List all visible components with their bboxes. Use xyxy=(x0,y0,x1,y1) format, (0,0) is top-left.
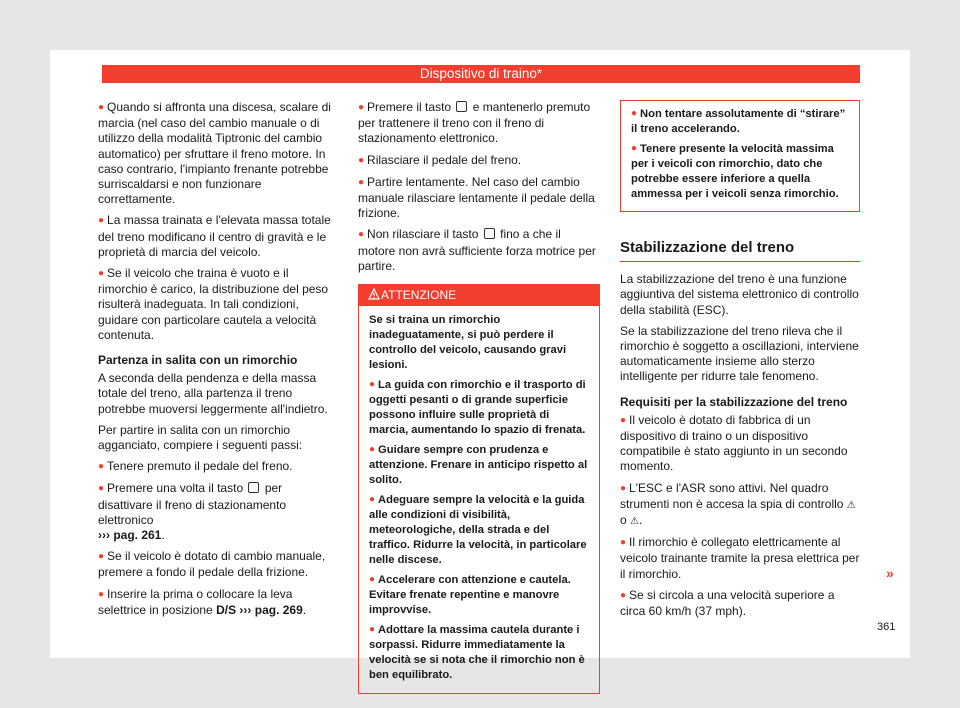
parking-brake-button-icon xyxy=(484,228,495,239)
paragraph: La stabilizzazione del treno è una funzione aggiuntiva del sistema elettronico di controllo della stabilità (ESC). xyxy=(620,272,859,317)
bullet-mass: ● La massa trainata e l'elevata massa totale del treno modificano il centro di gravità e le proprietà di marcia del veicolo. xyxy=(98,213,331,259)
paragraph: Se la stabilizzazione del treno rileva che il rimorchio è soggetto a oscillazioni, interviene automaticamente insieme allo sterzo intelligente per ridurre tale fenomeno. xyxy=(620,323,859,384)
warning-body xyxy=(621,101,859,211)
bullet-icon: ● xyxy=(369,624,376,636)
section-title: Stabilizzazione del treno xyxy=(620,240,860,262)
step: ● Tenere premuto il pedale del freno. xyxy=(98,459,293,474)
bullet-icon: ● xyxy=(98,461,105,473)
bullet-icon: ● xyxy=(369,494,376,506)
step: ● Premere una volta il tasto per disattivare il freno di stazionamento elettronico ››› pag. 261. xyxy=(98,481,287,543)
warning-item: ● Guidare sempre con prudenza e attenzione. Frenare in anticipo rispetto al solito. xyxy=(369,444,588,487)
bullet-icon: ● xyxy=(369,379,376,391)
requirement-item: ● Il veicolo è dotato di fabbrica di un dispositivo di traino o un dispositivo compatibile è stato aggiunto in un secondo momento. xyxy=(620,412,848,474)
step: ● Rilasciare il pedale del freno. xyxy=(358,152,522,167)
step: ● Partire lentamente. Nel caso del cambio manuale rilasciare lentamente il pedale della frizione. xyxy=(358,174,595,221)
bullet-icon: ● xyxy=(631,143,638,154)
parking-brake-button-icon xyxy=(248,482,259,493)
requirement-item: ● Il rimorchio è collegato elettricamente al veicolo trainante tramite la presa elettrica per il rimorchio. xyxy=(620,535,860,581)
warning-item: ● Adeguare sempre la velocità e la guida alle condizioni di visibilità, meteorologiche, della strada e del traffico. Ridurre la velocità, in particolare nelle discese. xyxy=(369,494,587,567)
warning-header xyxy=(359,285,599,306)
esc-warning-lamp-icon: ⚠ xyxy=(846,499,856,511)
warning-body xyxy=(359,306,599,693)
bullet-icon: ● xyxy=(98,215,105,227)
warning-title: ATTENZIONE xyxy=(381,288,457,303)
bullet-icon: ● xyxy=(358,102,365,113)
page-number: 361 xyxy=(877,621,896,633)
bullet-icon: ● xyxy=(358,154,365,166)
page-reference-link[interactable]: D/S ››› pag. 269 xyxy=(216,602,303,617)
page-reference-link[interactable]: ››› pag. 261 xyxy=(98,528,162,543)
column-right xyxy=(620,100,860,625)
bullet-icon: ● xyxy=(620,414,627,426)
warning-item: ● Tenere presente la velocità massima per i veicoli con rimorchio, dato che potrebbe essere inferiore a quella ammessa per i veicoli senza rimorchio. xyxy=(631,143,839,200)
warning-item: ● La guida con rimorchio e il trasporto di oggetti pesanti o di grande superficie possono influire sulle proprietà di marcia, aumentando lo spazio di frenata. xyxy=(369,379,586,437)
paragraph: Per partire in salita con un rimorchio agganciato, compiere i seguenti passi: xyxy=(98,422,303,453)
bullet-icon: ● xyxy=(98,551,105,563)
bullet-icon: ● xyxy=(358,229,365,241)
bullet-icon: ● xyxy=(369,444,376,456)
paragraph: A seconda della pendenza e della massa totale del treno, alla partenza il treno potrebbe muoversi leggermente all'indietro. xyxy=(98,371,328,416)
parking-brake-button-icon xyxy=(456,101,467,112)
subheading-hill-start: Partenza in salita con un rimorchio xyxy=(98,353,298,368)
warning-text: Se si traina un rimorchio inadeguatamente, si può perdere il controllo del veicolo, causando gravi lesioni. xyxy=(369,314,567,372)
warning-box xyxy=(358,284,600,694)
subheading-requirements: Requisiti per la stabilizzazione del treno xyxy=(620,394,848,409)
continue-arrow: » xyxy=(886,565,894,581)
column-left xyxy=(98,100,340,624)
step: ● Inserire la prima o collocare la leva selettrice in posizione D/S ››› pag. 269. xyxy=(98,586,307,617)
esc-off-lamp-icon: ⚠ xyxy=(630,516,639,528)
bullet-icon: ● xyxy=(620,589,627,601)
bullet-icon: ● xyxy=(98,268,105,280)
bullet-icon: ● xyxy=(98,483,105,495)
bullet-downhill: ● Quando si affronta una discesa, scalare di marcia (nel caso del cambio manuale o di utilizzo della modalità Tiptronic del cambio automatico) per sfruttare il freno motore. In caso contrario, l'impianto frenante potrebbe surriscaldarsi e non funzionare correttamente. xyxy=(98,100,331,207)
warning-item: ● Adottare la massima cautela durante i sorpassi. Ridurre immediatamente la velocità se si nota che il rimorchio non è ben equilibrato. xyxy=(369,624,585,682)
bullet-icon: ● xyxy=(358,176,365,188)
warning-item: ● Accelerare con attenzione e cautela. Evitare frenate repentine e manovre improvvise. xyxy=(369,574,571,617)
bullet-icon: ● xyxy=(98,588,105,600)
section-header: Dispositivo di traino* xyxy=(102,65,860,83)
warning-box-continued xyxy=(620,100,860,212)
requirement-item: ● Se si circola a una velocità superiore a circa 60 km/h (37 mph). xyxy=(620,587,835,619)
bullet-load: ● Se il veicolo che traina è vuoto e il rimorchio è carico, la distribuzione del peso risulterà inadeguata. In tali condizioni, guidare con particolare cautela a velocità contenuta. xyxy=(98,266,329,342)
requirement-item: ● L'ESC e l'ASR sono attivi. Nel quadro strumenti non è accesa la spia di controllo ⚠ o ⚠. xyxy=(620,480,856,528)
bullet-icon: ● xyxy=(620,537,627,549)
manual-page xyxy=(50,50,910,682)
warning-triangle-icon xyxy=(368,288,380,300)
column-middle xyxy=(358,100,600,694)
bullet-icon: ● xyxy=(631,108,638,119)
step: ● Premere il tasto e mantenerlo premuto per trattenere il treno con il freno di stazionamento elettronico. xyxy=(358,100,591,146)
bullet-icon: ● xyxy=(98,102,105,113)
warning-item: ● Non tentare assolutamente di “stirare” il treno accelerando. xyxy=(631,108,846,135)
step: ● Non rilasciare il tasto fino a che il motore non avrà sufficiente forza motrice per partire. xyxy=(358,227,596,273)
bullet-icon: ● xyxy=(369,574,376,586)
step: ● Se il veicolo è dotato di cambio manuale, premere a fondo il pedale della frizione. xyxy=(98,549,326,580)
bullet-icon: ● xyxy=(620,482,627,494)
